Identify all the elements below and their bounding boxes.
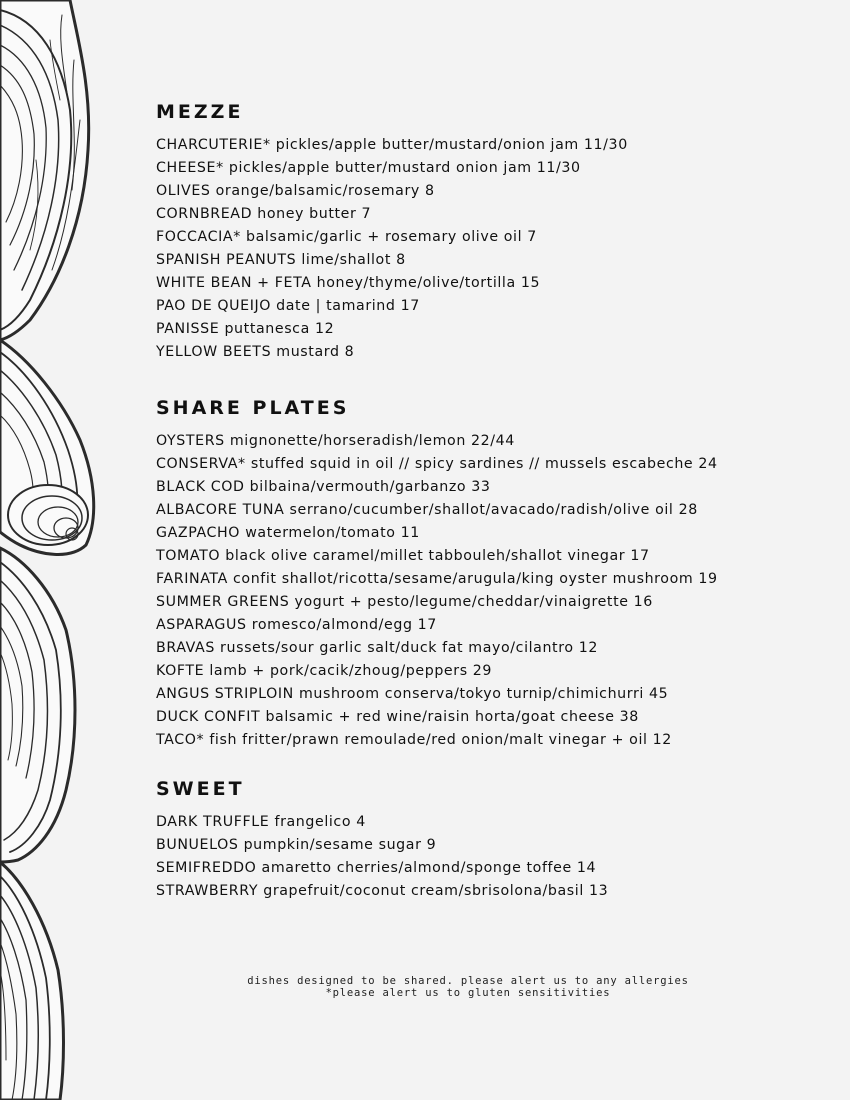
dish-name: WHITE BEAN + FETA: [156, 275, 312, 291]
section-title: SHARE PLATES: [156, 397, 350, 419]
oyster-shell-illustration-icon: [0, 0, 100, 1100]
menu-item: [156, 272, 816, 295]
dish-name: SPANISH PEANUTS: [156, 252, 297, 268]
dish-description: balsamic + red wine/raisin horta/goat cheese 38: [265, 709, 639, 725]
menu-item: [156, 834, 816, 857]
menu-item: [156, 249, 816, 272]
gluten-note-line: *please alert us to gluten sensitivities: [325, 987, 611, 999]
dish-description: puttanesca 12: [224, 321, 335, 337]
dish-name: BRAVAS: [156, 640, 215, 656]
dish-description: amaretto cherries/almond/sponge toffee 14: [261, 860, 597, 876]
dish-description: bilbaina/vermouth/garbanzo 33: [249, 479, 491, 495]
menu-item: [156, 568, 816, 591]
menu-item: [156, 341, 816, 364]
dish-description: serrano/cucumber/shallot/avacado/radish/olive oil 28: [289, 502, 698, 518]
menu-item: [156, 499, 816, 522]
menu-item: [156, 591, 816, 614]
dish-description: honey/thyme/olive/tortilla 15: [316, 275, 541, 291]
dish-name: KOFTE: [156, 663, 205, 679]
dish-name: STRAWBERRY: [156, 883, 259, 899]
section-share-plates: [156, 394, 816, 752]
menu-item: [156, 453, 816, 476]
dish-name: TACO*: [156, 732, 205, 748]
dish-description: mustard 8: [276, 344, 355, 360]
menu-item: [156, 706, 816, 729]
menu-item-list: [156, 430, 816, 752]
dish-name: BUNUELOS: [156, 837, 239, 853]
dish-name: OLIVES: [156, 183, 211, 199]
dish-description: romesco/almond/egg 17: [251, 617, 437, 633]
section-title: SWEET: [156, 778, 245, 800]
dish-description: watermelon/tomato 11: [245, 525, 420, 541]
dish-name: YELLOW BEETS: [156, 344, 272, 360]
section-title: MEZZE: [156, 101, 244, 123]
menu-item: [156, 857, 816, 880]
menu-item: [156, 637, 816, 660]
dish-description: pickles/apple butter/mustard onion jam 11/30: [228, 160, 581, 176]
dish-description: stuffed squid in oil // spicy sardines // mussels escabeche 24: [250, 456, 718, 472]
dish-description: grapefruit/coconut cream/sbrisolona/basil 13: [263, 883, 609, 899]
dish-description: honey butter 7: [257, 206, 372, 222]
dish-description: lime/shallot 8: [301, 252, 406, 268]
dish-description: pickles/apple butter/mustard/onion jam 11/30: [275, 137, 628, 153]
menu-item: [156, 295, 816, 318]
dish-name: CHARCUTERIE*: [156, 137, 271, 153]
menu-item: [156, 476, 816, 499]
menu-content: [156, 98, 816, 903]
dish-name: OYSTERS: [156, 433, 225, 449]
dish-name: PAO DE QUEIJO: [156, 298, 272, 314]
menu-item-list: [156, 134, 816, 364]
dish-name: CORNBREAD: [156, 206, 253, 222]
dish-name: GAZPACHO: [156, 525, 241, 541]
menu-item: [156, 683, 816, 706]
dish-name: ANGUS STRIPLOIN: [156, 686, 294, 702]
dish-name: SUMMER GREENS: [156, 594, 290, 610]
menu-item: [156, 729, 816, 752]
dish-name: FARINATA: [156, 571, 228, 587]
dish-description: date | tamarind 17: [276, 298, 420, 314]
menu-item: [156, 203, 816, 226]
menu-item: [156, 430, 816, 453]
menu-item: [156, 180, 816, 203]
dish-name: ASPARAGUS: [156, 617, 247, 633]
allergy-note: [156, 975, 780, 999]
dish-description: mignonette/horseradish/lemon 22/44: [229, 433, 515, 449]
dish-name: SEMIFREDDO: [156, 860, 257, 876]
menu-item: [156, 880, 816, 903]
menu-item: [156, 660, 816, 683]
dish-name: ALBACORE TUNA: [156, 502, 285, 518]
dish-description: confit shallot/ricotta/sesame/arugula/king oyster mushroom 19: [233, 571, 718, 587]
dish-description: mushroom conserva/tokyo turnip/chimichurri 45: [298, 686, 669, 702]
dish-name: FOCCACIA*: [156, 229, 241, 245]
dish-description: lamb + pork/cacik/zhoug/peppers 29: [209, 663, 493, 679]
allergy-note-line: dishes designed to be shared. please alert us to any allergies: [247, 975, 689, 987]
dish-name: CONSERVA*: [156, 456, 246, 472]
dish-description: yogurt + pesto/legume/cheddar/vinaigrette 16: [294, 594, 653, 610]
dish-name: BLACK COD: [156, 479, 245, 495]
dish-description: fish fritter/prawn remoulade/red onion/malt vinegar + oil 12: [209, 732, 672, 748]
menu-item: [156, 226, 816, 249]
dish-name: TOMATO: [156, 548, 221, 564]
menu-item: [156, 811, 816, 834]
dish-name: PANISSE: [156, 321, 220, 337]
section-mezze: [156, 98, 816, 364]
dish-description: russets/sour garlic salt/duck fat mayo/cilantro 12: [220, 640, 598, 656]
section-sweet: [156, 775, 816, 903]
dish-description: frangelico 4: [274, 814, 366, 830]
menu-item: [156, 522, 816, 545]
menu-item-list: [156, 811, 816, 903]
dish-description: black olive caramel/millet tabbouleh/shallot vinegar 17: [225, 548, 650, 564]
dish-description: pumpkin/sesame sugar 9: [243, 837, 437, 853]
menu-item: [156, 614, 816, 637]
dish-description: orange/balsamic/rosemary 8: [215, 183, 435, 199]
menu-item: [156, 157, 816, 180]
dish-name: DARK TRUFFLE: [156, 814, 270, 830]
dish-name: DUCK CONFIT: [156, 709, 261, 725]
menu-item: [156, 134, 816, 157]
menu-item: [156, 318, 816, 341]
dish-description: balsamic/garlic + rosemary olive oil 7: [246, 229, 537, 245]
menu-item: [156, 545, 816, 568]
dish-name: CHEESE*: [156, 160, 224, 176]
